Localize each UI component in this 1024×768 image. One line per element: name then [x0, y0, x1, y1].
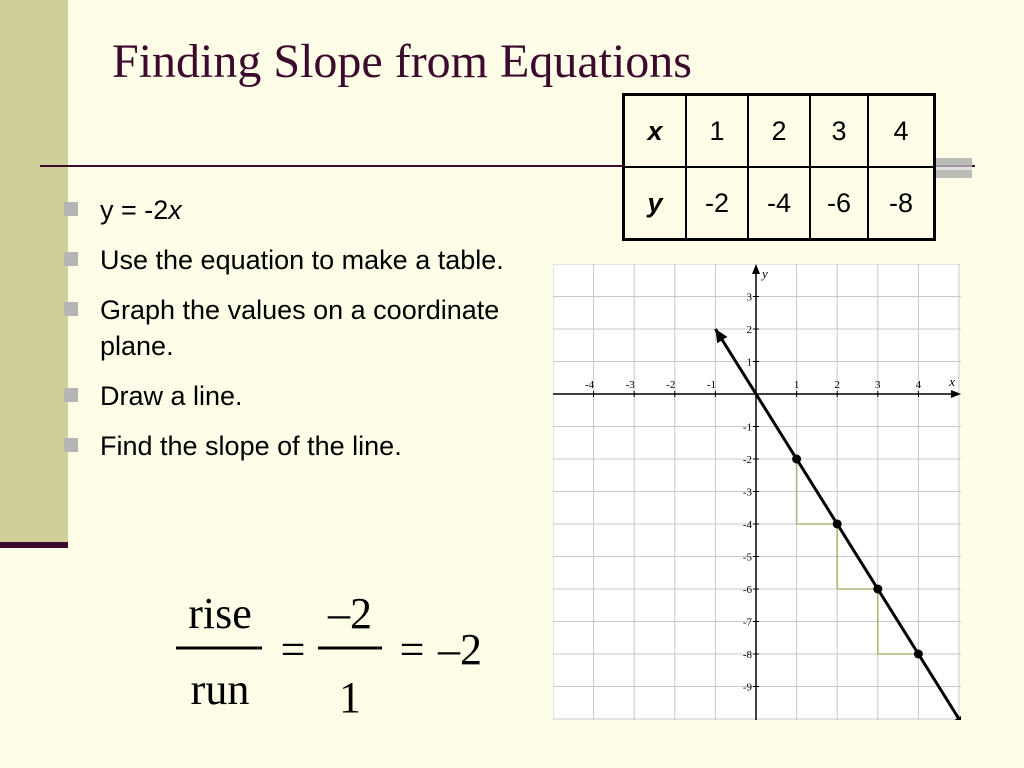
y-tick-label: -9 [742, 681, 752, 694]
bullet-square-icon [64, 388, 78, 402]
y-tick-label: -3 [742, 486, 752, 499]
table-cell: -8 [868, 167, 935, 240]
x-tick-label: 3 [875, 379, 881, 391]
bullet-text: Use the equation to make a table. [100, 245, 504, 275]
slide-title: Finding Slope from Equations [112, 35, 692, 88]
x-tick-label: 2 [834, 379, 840, 391]
y-tick-label: 3 [746, 291, 752, 304]
table-cell: 1 [686, 95, 748, 168]
table-cell: -2 [686, 167, 748, 240]
bullet-item-find-slope [64, 428, 504, 464]
bullet-list [64, 192, 504, 478]
y-tick-label: -7 [742, 616, 752, 629]
x-tick-label: -3 [625, 379, 635, 391]
y-tick-label: 1 [746, 356, 752, 369]
xy-value-table [622, 93, 936, 241]
data-point [873, 585, 882, 594]
x-tick-label: -2 [666, 379, 676, 391]
y-tick-label: -5 [742, 551, 752, 564]
equation-variable: x [168, 195, 182, 225]
y-tick-label: 2 [746, 324, 752, 336]
formula-run: run [190, 665, 250, 714]
table-header-y: y [624, 167, 687, 240]
bullet-item-graph-values [64, 292, 504, 364]
data-point [914, 650, 923, 659]
slope-formula [160, 582, 520, 722]
formula-denominator: 1 [339, 673, 361, 722]
table-cell: 3 [810, 95, 868, 168]
y-tick-label: -1 [742, 421, 752, 434]
bullet-square-icon [64, 438, 78, 452]
y-axis-arrow-icon [752, 264, 760, 274]
bullet-square-icon [64, 302, 78, 316]
x-tick-label: -1 [706, 379, 716, 391]
bullet-text: Graph the values on a coordinate plane. [100, 295, 500, 361]
bullet-square-icon [64, 252, 78, 266]
x-tick-label: 4 [915, 379, 922, 391]
table-header-x: x [624, 95, 687, 168]
bullet-item-make-table [64, 242, 504, 278]
y-tick-label: -6 [742, 584, 752, 596]
formula-equals: = [280, 625, 306, 674]
x-tick-label: 1 [793, 379, 800, 391]
data-point [792, 455, 801, 464]
x-tick-label: -4 [585, 379, 595, 391]
bullet-item-equation [64, 192, 504, 228]
coordinate-graph [553, 264, 961, 720]
table-cell: -6 [810, 167, 868, 240]
table-row-x [624, 95, 935, 168]
bullet-item-draw-line [64, 378, 504, 414]
table-cell: -4 [748, 167, 810, 240]
coordinate-plane-svg [553, 264, 961, 720]
table-cell: 4 [868, 95, 935, 168]
bullet-text: Find the slope of the line. [100, 431, 402, 461]
formula-rise: rise [188, 589, 252, 638]
left-decor-band [0, 0, 68, 545]
y-tick-label: -8 [742, 649, 752, 661]
y-tick-label: -2 [742, 454, 752, 466]
bullet-text: Draw a line. [100, 381, 243, 411]
x-axis-label: x [949, 374, 955, 389]
table-row-y [624, 167, 935, 240]
data-point [833, 520, 842, 529]
y-tick-label: -4 [742, 519, 752, 531]
y-axis-label: y [762, 266, 768, 281]
formula-equals: = [399, 625, 425, 674]
equation-text: y = -2 [100, 195, 169, 225]
table-cell: 2 [748, 95, 810, 168]
formula-result: –2 [438, 625, 482, 674]
formula-numerator: –2 [328, 589, 372, 638]
left-decor-band-foot [0, 542, 68, 548]
bullet-square-icon [64, 202, 78, 216]
slope-formula-svg [160, 582, 520, 722]
